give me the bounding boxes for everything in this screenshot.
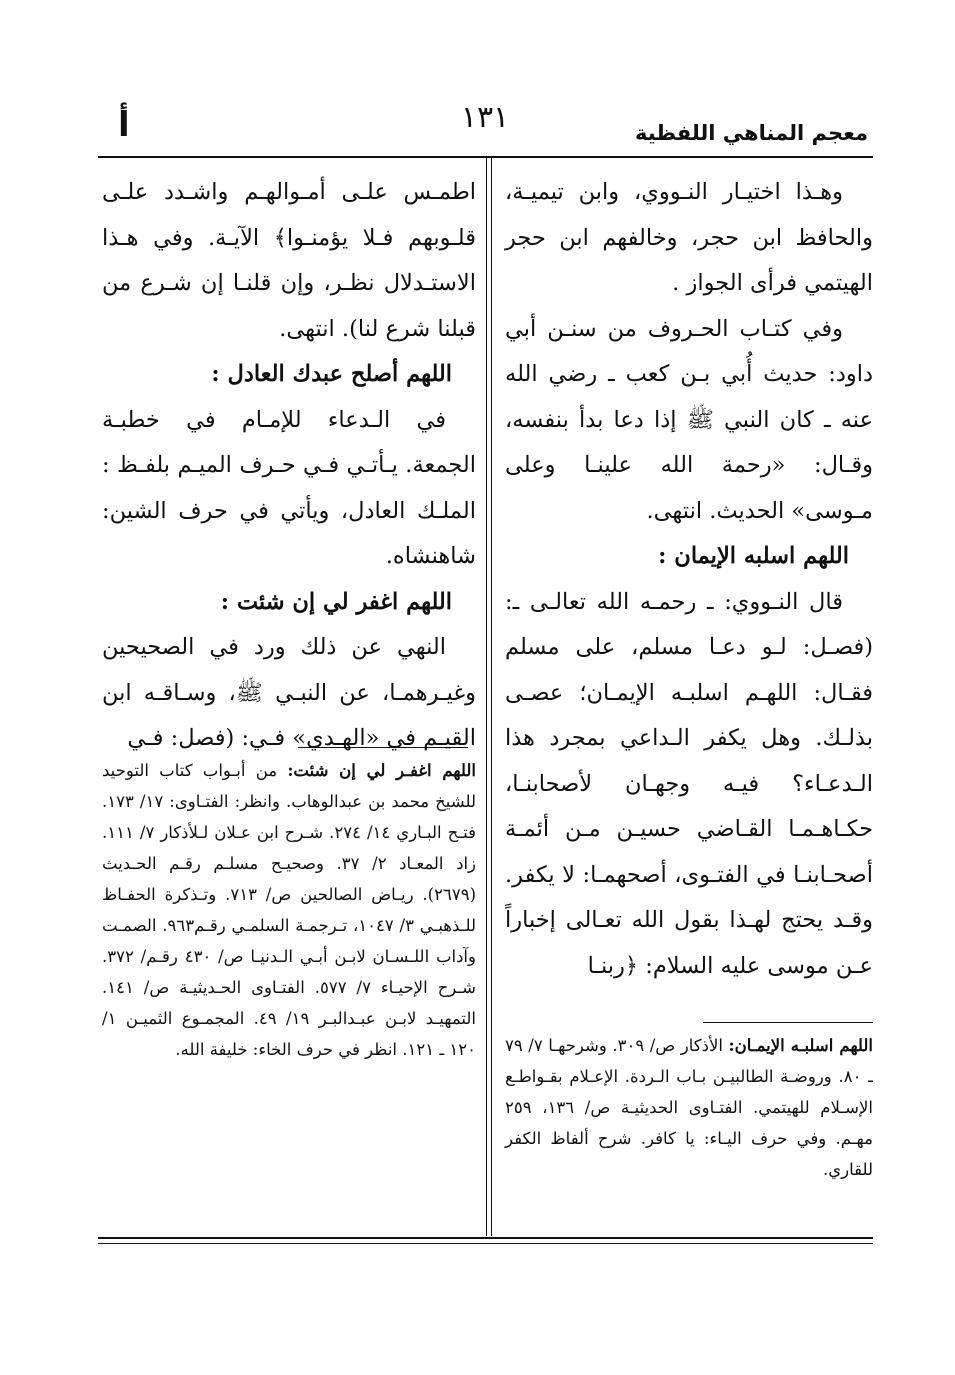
paragraph: قال النـووي: ـ رحمـه الله تعالـى ـ: (فصـل: لـو دعـا مسلم، على مسلم فقـال: اللهـم اسلبـه الإيمـان؛ عصـى بذلـك. وهل يكفر الـداعي بمجرد هذا الـدعـاء؟ فيـه وجهـان لأصحابنـا، حكـاهـمـا القـاضي حسيـن مـن أئمـة أصحـابنـا في الفتـوى، أصحهمـا: لا يكفر. وقـد يحتج لهـذا بقول الله تعـالى إخباراً عـن موسى عليه السلام: ﴿ربنـا xyxy=(505,588,873,979)
column-divider xyxy=(491,158,492,1236)
running-title: معجم المناهي اللفظية xyxy=(634,121,868,145)
footnote-lead: اللهم اغفـر لي إن شئت: xyxy=(287,761,476,780)
footnote xyxy=(505,1030,873,1185)
paragraph: وفي كتـاب الحـروف من سنـن أبي داود: حديث أُبي بـن كعب ـ رضي الله عنه ـ كان النبي ﷺ إذا دعا بدأ بنفسه، وقـال: «رحمة الله علينـا وعلى مـوسى» الحديث. انتهى. xyxy=(505,315,873,524)
paragraph: في الـدعاء للإمـام في خطبـة الجمعة. يـأتـي فـي حـرف الميـم بلفـظ : الملـك العادل، ويأتي في حرف الشين: شاهنشاه. xyxy=(102,406,476,569)
footnote-lead: اللهم اسلبـه الإيمـان: xyxy=(728,1036,873,1055)
entry-heading: اللهم اغفر لي إن شئت : xyxy=(220,588,452,615)
section-letter: أ xyxy=(118,105,130,145)
entry-heading: اللهم اسلبه الإيمان : xyxy=(658,543,849,569)
footnote-body: من أبـواب كتاب التوحيد للشيخ محمد بن عبدالوهاب. وانظر: الفتـاوى: ١٧/ ١٧٣. فتـح البـاري ١٤/ ٢٧٤. شـرح ابن عـلان لـلأذكار ٧/ ١١١. زاد المعـاد ٢/ ٣٧. وصحيـح مسلـم رقـم الحـديث (٢٦٧٩). ريـاض الصالحين ص/ ٧١٣. وتـذكرة الحفـاظ للـذهبـي ٣/ ١٠٤٧، تـرجمـة السلمـي رقـم٩٦٣. الصمـت وآداب اللـسـان لابـن أبـي الـدنيـا ص/ ٤٣٠ رقـم/ ٣٧٢. شـرح الإحيـاء ٧/ ٥٧٧. الفتـاوى الحـديثيـة ص/ ١٤١. التمهيـد لابـن عبـدالبـر ١٩/ ٤٩. المجمـوع الثميـن ١/ ١٢٠ ـ ١٢١. انظر في حرف الخاء: خليفة الله. xyxy=(102,761,477,1059)
footer-rule xyxy=(98,1243,873,1244)
paragraph: وهـذا اختيـار النـووي، وابن تيميـة، والحافظ ابن حجر، وخالفهم ابن حجر الهيتمي فرأى الجواز . xyxy=(505,179,873,296)
right-column-text xyxy=(505,170,873,989)
footnote xyxy=(102,755,476,1065)
entry-heading: اللهم أصلح عبدك العادل : xyxy=(211,361,452,387)
footnote-body: الأذكار ص/ ٣٠٩. وشرحهـا ٧/ ٧٩ ـ ٨٠. وروضـة الطالبيـن بـاب الـردة. الإعـلام بقـواطـع الإسـلام للهيتمي. الفتـاوى الحديثيـة ص/ ١٣٦، ٢٥٩ مهـم. وفي حرف اليـاء: يا كافر. شرح ألفاظ الكفر للقاري. xyxy=(505,1036,873,1179)
left-column-text xyxy=(102,170,476,762)
page-number: ١٣١ xyxy=(460,100,510,135)
column-divider xyxy=(486,158,487,1236)
footnote-rule xyxy=(298,747,468,748)
paragraph: اطمـس علـى أمـوالهـم واشـدد علـى قلـوبهم فـلا يؤمنـوا﴾ الآيـة. وفي هـذا الاستـدلال نظـر، وإن قلنـا إن شـرع من قبلنا شرع لنا). انتهى. xyxy=(102,179,476,342)
paragraph: النهي عن ذلك ورد في الصحيحين وغيـرهمـا، عن النبـي ﷺ، وسـاقـه ابن القيـم في «الهـدي» فـي: (فصل: فـي xyxy=(102,634,476,751)
footnote-rule xyxy=(703,1022,873,1023)
footer-rule xyxy=(98,1237,873,1239)
